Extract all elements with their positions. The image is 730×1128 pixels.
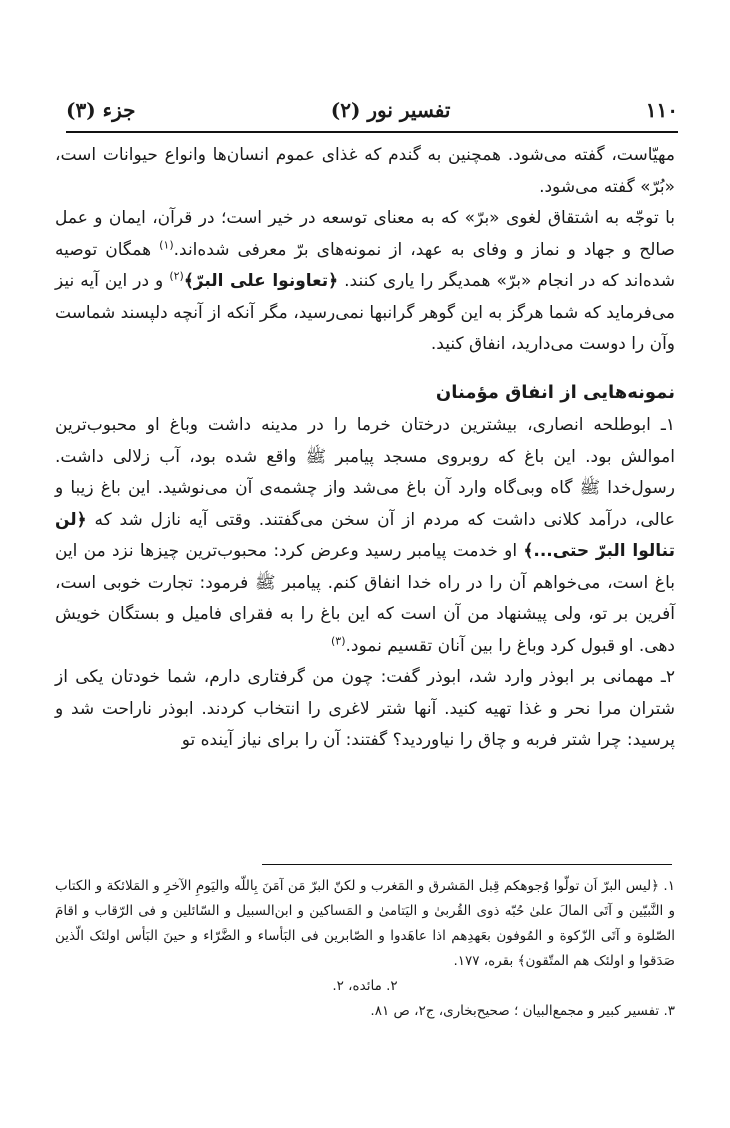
paragraph: مهیّاست، گفته می‌شود. همچنین به گندم که غذای عموم انسان‌ها وانواع حیوانات است، «بُرّ» گفته می‌شود. — [55, 145, 675, 197]
main-text — [55, 140, 675, 757]
page-header — [66, 93, 678, 127]
footnote-divider — [262, 864, 672, 865]
footnote: ۱. ﴿لیس البرّ اَن تولّوا وُجوهکم قِبل المَشرق و المَغرب و لکنّ البرّ مَن آمَنَ بِاللّه والیَومِ الآخرِ و المَلائکة و الکتاب و النَّبیّین و آتَی المالَ علیٰ حُبّه ذوی القُربیٰ و الیَتامیٰ و المَساکین و ابن‌السبیل و السّائلین و فی الرّقاب و اقامَ الصّلوة و آتَی الزّکوة و المُوفون بعَهدِهم اذا عاهَدوا و الصّابرین فی البَأساء و الضَّرّاء و حینَ البَأس اولئک الّذین صَدَقوا و اولئک هم المتّقون﴾ بقره، ۱۷۷. — [55, 878, 675, 969]
quran-quote: ﴿تعاونوا علی البرّ﴾ — [183, 271, 339, 291]
quran-quote: ﴿لن تنالوا البرّ حتی...﴾ — [55, 509, 675, 561]
text-run: همگان توصیه شده‌اند که در انجام «برّ» همدیگر را یاری کنند. — [55, 239, 676, 291]
paragraph — [55, 410, 675, 662]
footnotes — [55, 874, 675, 1024]
footnote: ۳. تفسیر کبیر و مجمع‌البیان ؛ صحیح‌بخاری، ج۲، ص ۸۱. — [370, 1003, 675, 1019]
section-heading: نمونه‌هایی از انفاق مؤمنان — [435, 381, 675, 403]
book-title: تفسیر نور (۲) — [330, 98, 451, 122]
text-run: ۱ـ ابوطلحه انصاری، بیشترین درختان خرما را در مدینه داشت وباغ او محبوب‌ترین اموالش بود. این باغ که روبروی مسجد پیامبر ﷺ واقع شده بود، آب زلالی داشت. رسول‌خدا ﷺ گاه وبی‌گاه وارد آن باغ می‌شد واز چشمه‌ی آن می‌نوشید. این باغ زیبا و عالی، درآمد کلانی داشت که مردم از آن سخن می‌گفتند. وقتی آیه نازل شد که — [55, 415, 675, 530]
footnote-ref: (۲) — [169, 269, 184, 283]
text-run: با توجّه به اشتقاق لغوی «برّ» که به معنای توسعه در خیر است؛ در قرآن، ایمان و عمل صالح و جهاد و نماز و وفای به عهد، از نمونه‌های برّ معرفی شده‌اند. — [55, 208, 675, 260]
paragraph — [55, 203, 675, 361]
footnote-ref: (۳) — [331, 633, 346, 647]
header-divider — [66, 131, 678, 133]
footnote: ۲. مائده، ۲. — [332, 978, 398, 994]
footnote-ref: (۱) — [159, 237, 174, 251]
part-label: جزء (۳) — [66, 98, 136, 122]
paragraph: ۲ـ مهمانی بر ابوذر وارد شد، ابوذر گفت: چون من گرفتاری دارم، شما خودتان یکی از شتران مرا نحر و غذا تهیه کنید. آنها شتر لاغری را انتخاب کردند. ابوذر ناراحت شد و پرسید: چرا شتر فربه و چاق را نیاوردید؟ گفتند: آن را برای نیاز آینده تو — [55, 667, 675, 750]
page-number: ۱۱۰ — [645, 98, 678, 122]
text-run: و در این آیه نیز می‌فرماید که شما هرگز به این گوهر گرانبها نمی‌رسید، مگر آنکه از آنچه دلپسند شماست وآن را دوست می‌دارید، انفاق کنید. — [55, 271, 675, 354]
text-run: او خدمت پیامبر رسید وعرض کرد: محبوب‌ترین چیزها نزد من این باغ است، می‌خواهم آن را در راه خدا انفاق کنم. پیامبر ﷺ فرمود: تجارت خوبی است، آفرین بر تو، ولی پیشنهاد من آن است که این باغ را به فقرای فامیل و بستگان خویش دهی. او قبول کرد وباغ را بین آنان تقسیم نمود. — [55, 541, 675, 656]
